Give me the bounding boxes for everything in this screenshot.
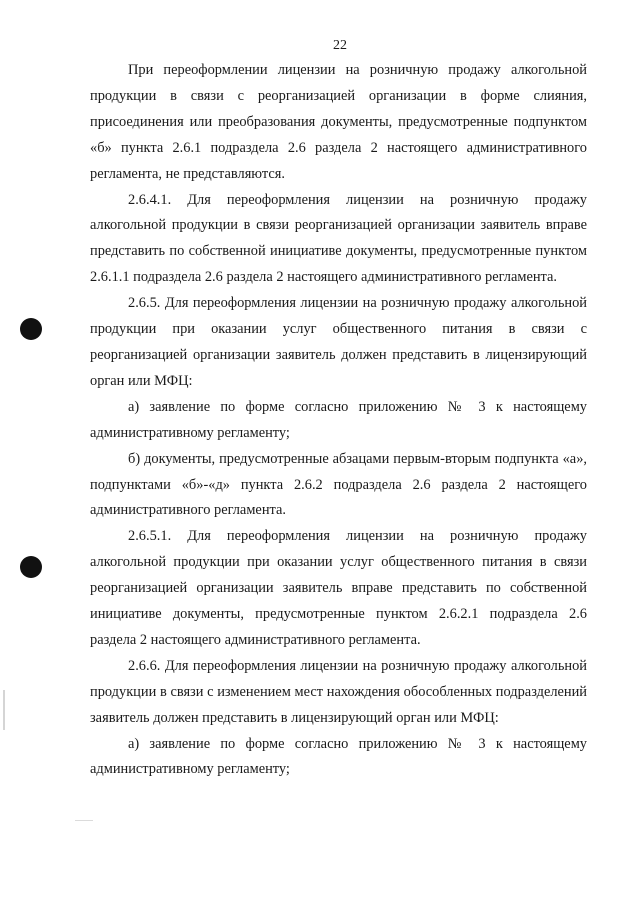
paragraph-2-6-5-a: а) заявление по форме согласно приложению № 3 к настоящему административному регламенту;	[90, 398, 587, 441]
paragraph-2-6-5-1: 2.6.5.1. Для переоформления лицензии на розничную продажу алкогольной продукции при оказании услуг общественного питания в связи реорганизацией организации заявитель вправе представить по собственной инициативе документы, предусмотренные пунктом 2.6.2.1 подраздела 2.6 раздела 2 настоящего административного регламента.	[90, 528, 587, 648]
page-number: 22	[333, 38, 347, 53]
scan-artifact	[75, 820, 93, 821]
paragraph-reorganization-note: При переоформлении лицензии на розничную продажу алкогольной продукции в связи с реорганизацией организации в форме слияния, присоединения или преобразования документы, предусмотренные подпунктом «б» пункта 2.6.1 подраздела 2.6 раздела 2 настоящего административного регламента, не представляются.	[90, 62, 587, 182]
punch-hole	[20, 556, 42, 578]
scan-artifact	[3, 690, 5, 730]
paragraph-2-6-5-b: б) документы, предусмотренные абзацами первым-вторым подпункта «а», подпунктами «б»-«д» пункта 2.6.2 подраздела 2.6 раздела 2 настоящего административного регламента.	[90, 450, 587, 519]
paragraph-2-6-5: 2.6.5. Для переоформления лицензии на розничную продажу алкогольной продукции при оказании услуг общественного питания в связи с реорганизацией организации заявитель должен представить в лицензирующий орган или МФЦ:	[90, 295, 587, 389]
paragraph-2-6-6: 2.6.6. Для переоформления лицензии на розничную продажу алкогольной продукции в связи с изменением мест нахождения обособленных подразделений заявитель должен представить в лицензирующий орган или МФЦ:	[90, 657, 587, 726]
paragraph-2-6-6-a: а) заявление по форме согласно приложению № 3 к настоящему административному регламенту;	[90, 735, 587, 778]
punch-hole	[20, 318, 42, 340]
document-body	[90, 58, 587, 783]
paragraph-2-6-4-1: 2.6.4.1. Для переоформления лицензии на розничную продажу алкогольной продукции в связи реорганизацией организации заявитель вправе представить по собственной инициативе документы, предусмотренные пунктом 2.6.1.1 подраздела 2.6 раздела 2 настоящего административного регламента.	[90, 191, 587, 286]
